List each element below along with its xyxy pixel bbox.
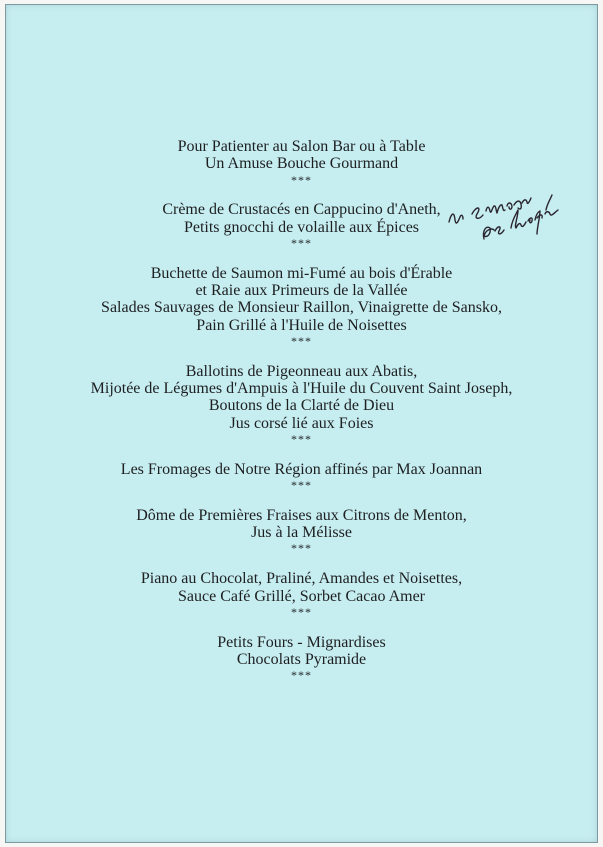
course-separator: *** [291, 431, 312, 446]
course-line: Pour Patienter au Salon Bar ou à Table [177, 138, 426, 155]
course-line: Crème de Crustacés en Cappucino d'Aneth, [162, 201, 441, 219]
course-line: Jus corsé lié aux Foies [229, 414, 374, 432]
course-line: Les Fromages de Notre Région affinés par Max Joannan [120, 460, 483, 478]
course-line: Petits Fours - Mignardises [217, 633, 386, 651]
course-line: Ballotins de Pigeonneau aux Abatis, [185, 362, 418, 380]
menu-course [0, 265, 603, 348]
menu-course [0, 570, 603, 619]
course-separator: *** [291, 333, 312, 348]
course-separator: *** [291, 235, 312, 250]
course-line: Jus à la Mélisse [251, 524, 352, 542]
course-separator: *** [291, 478, 312, 493]
course-line: Boutons de la Clarté de Dieu [208, 397, 395, 415]
course-line: Dôme de Premières Fraises aux Citrons de Menton, [136, 506, 467, 524]
course-line: Buchette de Saumon mi-Fumé au bois d'Érable [150, 264, 453, 282]
course-line: Piano au Chocolat, Praliné, Amandes et Noisettes, [140, 570, 463, 588]
course-separator: *** [291, 541, 312, 556]
menu-course [0, 634, 603, 683]
menu-course [0, 507, 603, 556]
course-line: et Raie aux Primeurs de la Vallée [195, 282, 408, 300]
course-separator: *** [291, 668, 312, 683]
menu-course [0, 363, 603, 446]
menu-course [0, 461, 603, 492]
course-line: Salades Sauvages de Monsieur Raillon, Vinaigrette de Sansko, [101, 299, 502, 317]
course-line: Petits gnocchi de volaille aux Épices [183, 218, 420, 236]
course-line: Un Amuse Bouche Gourmand [204, 155, 399, 173]
course-separator: *** [291, 604, 312, 619]
menu-course [0, 138, 603, 187]
course-line: Pain Grillé à l'Huile de Noisettes [196, 316, 407, 334]
course-line: Chocolats Pyramide [236, 650, 367, 668]
course-line: Sauce Café Grillé, Sorbet Cacao Amer [177, 587, 426, 605]
handwriting-icon [446, 184, 564, 246]
course-line: Mijotée de Légumes d'Ampuis à l'Huile du Couvent Saint Joseph, [90, 380, 513, 398]
course-separator: *** [291, 172, 312, 187]
